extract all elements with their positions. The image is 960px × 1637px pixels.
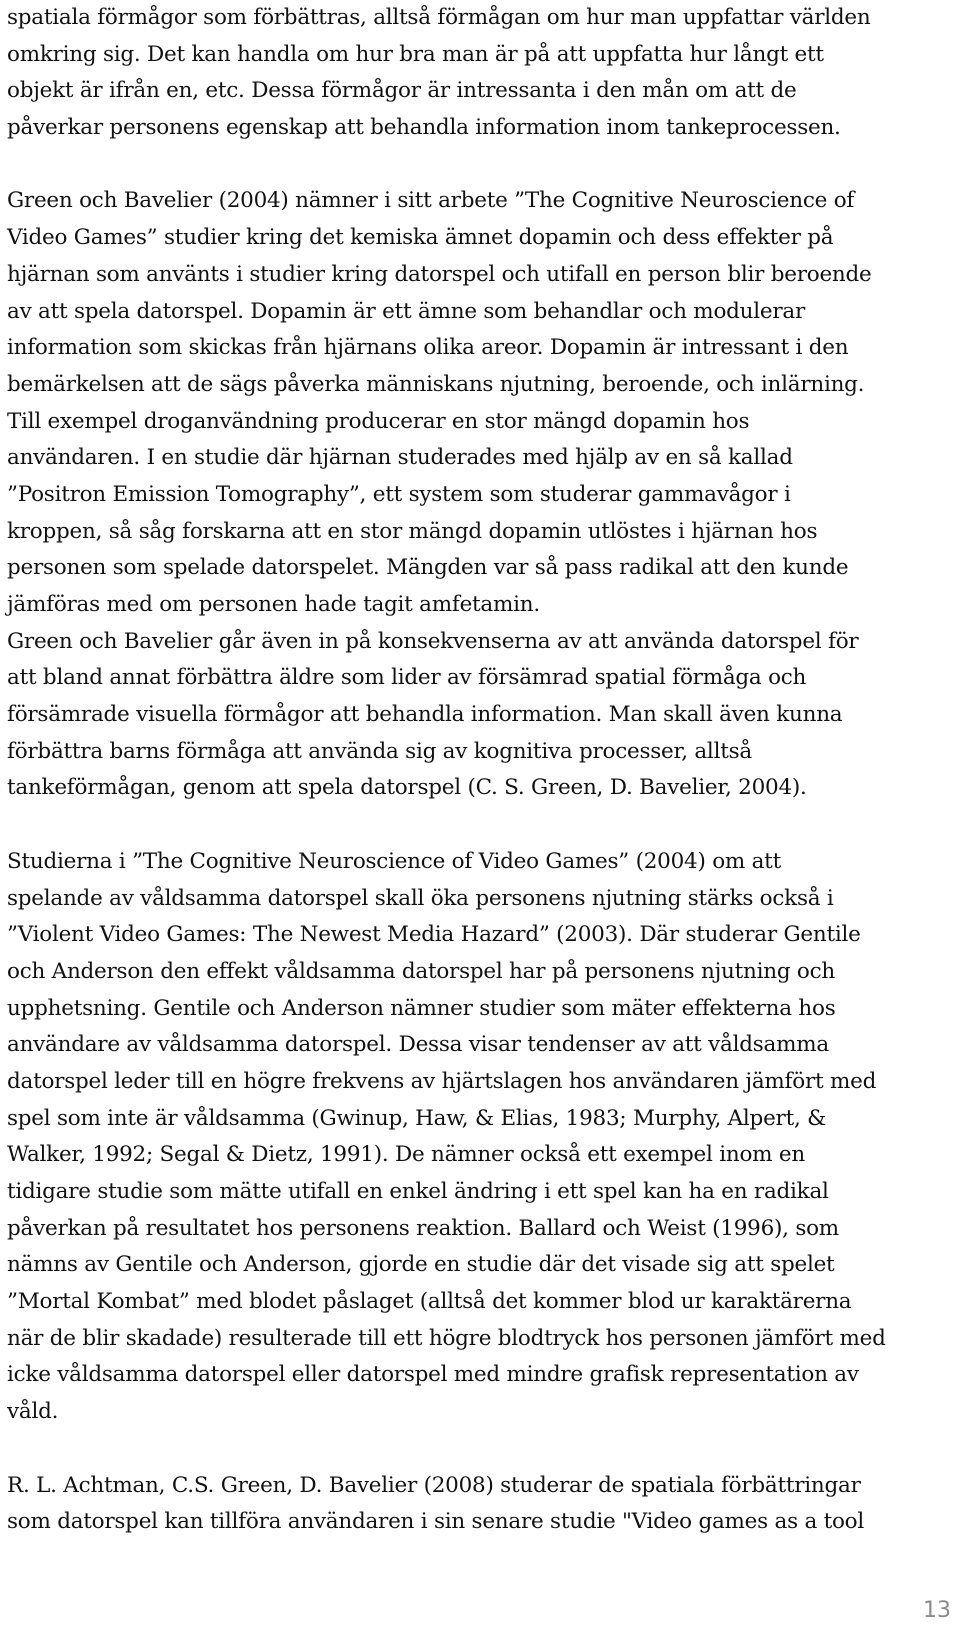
text-line: användaren. I en studie där hjärnan studerades med hjälp av en så kallad <box>7 445 793 471</box>
text-line: Studierna i ”The Cognitive Neuroscience of Video Games” (2004) om att <box>7 848 781 874</box>
text-line: som datorspel kan tillföra användaren i sin senare studie "Video games as a tool <box>7 1509 864 1535</box>
text-line: försämrade visuella förmågor att behandla information. Man skall även kunna <box>7 702 843 728</box>
text-line: bemärkelsen att de sägs påverka människans njutning, beroende, och inlärning. <box>7 371 865 397</box>
text-line: spel som inte är våldsamma (Gwinup, Haw, & Elias, 1983; Murphy, Alpert, & <box>7 1105 827 1131</box>
text-line: nämns av Gentile och Anderson, gjorde en studie där det visade sig att spelet <box>7 1252 835 1278</box>
text-line: Video Games” studier kring det kemiska ämnet dopamin och dess effekter på <box>7 225 834 251</box>
text-line: Green och Bavelier (2004) nämner i sitt arbete ”The Cognitive Neuroscience of <box>7 188 855 214</box>
text-line: Walker, 1992; Segal & Dietz, 1991). De nämner också ett exempel inom en <box>7 1142 805 1168</box>
text-line: våld. <box>7 1399 59 1425</box>
text-line: tankeförmågan, genom att spela datorspel (C. S. Green, D. Bavelier, 2004). <box>7 775 807 801</box>
text-line: spelande av våldsamma datorspel skall öka personens njutning stärks också i <box>7 885 834 911</box>
text-line: information som skickas från hjärnans olika areor. Dopamin är intressant i den <box>7 335 849 361</box>
text-line: upphetsning. Gentile och Anderson nämner studier som mäter effekterna hos <box>7 995 836 1021</box>
text-line: Green och Bavelier går även in på konsekvenserna av att använda datorspel för <box>7 628 859 654</box>
text-line: ”Mortal Kombat” med blodet påslaget (alltså det kommer blod ur karaktärerna <box>7 1289 852 1315</box>
text-line: när de blir skadade) resulterade till ett högre blodtryck hos personen jämfört med <box>7 1325 886 1351</box>
paragraph-dopamine <box>7 183 955 807</box>
text-line: jämföras med om personen hade tagit amfetamin. <box>7 592 540 617</box>
paragraph-gap <box>7 1431 955 1468</box>
text-line: påverkar personens egenskap att behandla information inom tankeprocessen. <box>7 115 841 141</box>
text-line: personen som spelade datorspelet. Mängden var så pass radikal att den kunde <box>7 555 849 581</box>
text-line: R. L. Achtman, C.S. Green, D. Bavelier (2008) studerar de spatiala förbättringar <box>7 1472 861 1498</box>
paragraph-achtman <box>7 1468 955 1541</box>
text-line: omkring sig. Det kan handla om hur bra man är på att uppfatta hur långt ett <box>7 41 824 67</box>
paragraph-violent-games <box>7 844 955 1431</box>
paragraph-gap <box>7 807 955 844</box>
document-page <box>7 0 955 1541</box>
page-number: 13 <box>923 1598 951 1623</box>
text-line: spatiala förmågor som förbättras, alltså förmågan om hur man uppfattar världen <box>7 5 871 30</box>
text-line: datorspel leder till en högre frekvens av hjärtslagen hos användaren jämfört med <box>7 1068 877 1094</box>
text-line: förbättra barns förmåga att använda sig av kognitiva processer, alltså <box>7 738 752 764</box>
paragraph-gap <box>7 147 955 184</box>
text-line: hjärnan som använts i studier kring datorspel och utifall en person blir beroende <box>7 261 872 287</box>
text-line: Till exempel droganvändning producerar en stor mängd dopamin hos <box>7 408 750 434</box>
text-line: tidigare studie som mätte utifall en enkel ändring i ett spel kan ha en radikal <box>7 1179 829 1204</box>
text-line: kroppen, så såg forskarna att en stor mängd dopamin utlöstes i hjärnan hos <box>7 518 818 544</box>
text-line: användare av våldsamma datorspel. Dessa visar tendenser av att våldsamma <box>7 1032 829 1058</box>
text-line: icke våldsamma datorspel eller datorspel med mindre grafisk representation av <box>7 1362 859 1388</box>
text-line: att bland annat förbättra äldre som lider av försämrad spatial förmåga och <box>7 665 807 691</box>
text-line: av att spela datorspel. Dopamin är ett ämne som behandlar och modulerar <box>7 298 805 324</box>
text-line: objekt är ifrån en, etc. Dessa förmågor är intressanta i den mån om att de <box>7 78 797 104</box>
paragraph-spatial-abilities <box>7 0 955 147</box>
text-line: och Anderson den effekt våldsamma datorspel har på personens njutning och <box>7 958 836 984</box>
text-line: ”Violent Video Games: The Newest Media Hazard” (2003). Där studerar Gentile <box>7 922 861 948</box>
text-line: påverkan på resultatet hos personens reaktion. Ballard och Weist (1996), som <box>7 1215 839 1241</box>
text-line: ”Positron Emission Tomography”, ett system som studerar gammavågor i <box>7 481 791 507</box>
